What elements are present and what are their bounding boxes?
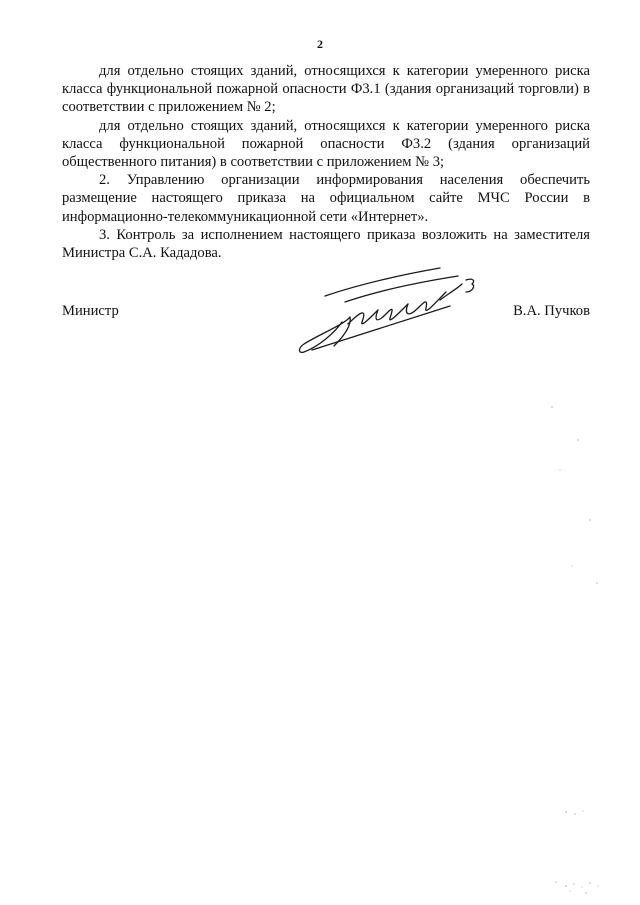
paragraph-item-3-control: 3. Контроль за исполнением настоящего приказа возложить на заместителя Министра С.А. Кададова. [62, 226, 590, 262]
signatory-name: В.А. Пучков [513, 303, 590, 319]
signature-block [62, 303, 590, 323]
document-body [62, 62, 590, 262]
paragraph-f31-buildings: для отдельно стоящих зданий, относящихся к категории умеренного риска класса функциональной пожарной опасности Ф3.1 (здания организаций торговли) в соответствии с приложением № 2; [62, 63, 590, 116]
paragraph-item-2-publication: 2. Управлению организации информирования населения обеспечить размещение настоящего приказа на официальном сайте МЧС России в информационно-телекоммуникационной сети «Интернет». [62, 172, 590, 225]
paragraph-f32-buildings: для отдельно стоящих зданий, относящихся к категории умеренного риска класса функциональной пожарной опасности Ф3.2 (здания организаций общественного питания) в соответствии с приложением № 3; [62, 117, 590, 171]
signatory-title: Министр [62, 303, 119, 319]
page-number: 2 [317, 37, 323, 51]
